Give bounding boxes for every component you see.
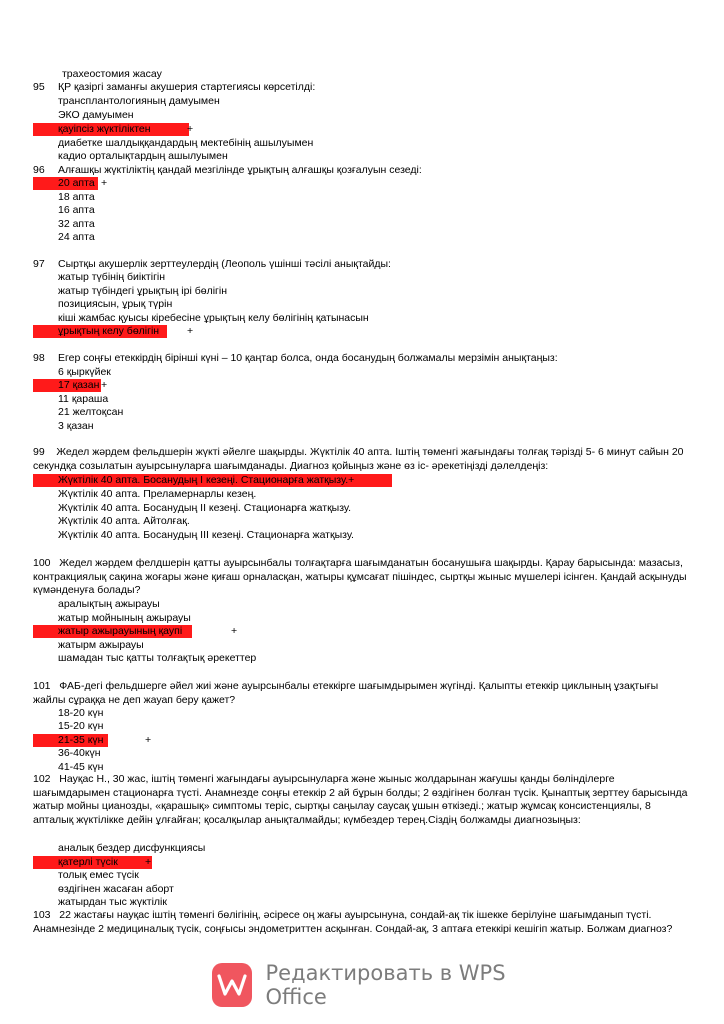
question-102-option-5: жатырдан тыс жүктілік xyxy=(58,896,167,908)
question-102 xyxy=(33,773,693,827)
question-98-correct-option: 17 қазан xyxy=(33,379,101,392)
question-101-correct-option: 21-35 күн xyxy=(33,734,108,747)
question-98-correct-mark: + xyxy=(101,379,108,391)
question-95-number: 95 xyxy=(33,81,45,93)
question-95-option-1: трансплантологияның дамуымен xyxy=(58,95,220,107)
question-101-text: ФАБ-дегі фельдшерге әйел жиі және ауырсынбалы етеккірге шағымдырымен жүгінді. Қалыпты етеккір циклының ұзақтығы жайлы сұраққа не деп жауап беру қажет? xyxy=(33,680,659,706)
question-100-text: Жедел жәрдем фелдшерін қатты ауырсынбалы толғақтарға шағымданатын босанушыға шақырды. Қарау барысында: мазасыз, контракциялық сақина жоғары және қиғаш орналасқан, жатыры құмсағат пішіндес, сыртқы жыныс мүшелері ісінген. Қандай асқынуды күмәнденуға болады? xyxy=(33,557,687,597)
wps-edit-banner[interactable] xyxy=(212,961,542,1009)
question-97-option-2: жатыр түбіндегі ұрықтың ірі бөлігін xyxy=(58,285,227,297)
question-95-option-5: кадио орталықтардың ашылуымен xyxy=(58,150,228,162)
question-101-correct-mark: + xyxy=(145,734,152,746)
question-102-option-3: толық емес түсік xyxy=(58,869,139,881)
question-101-number: 101 xyxy=(33,680,51,692)
question-98-option-3: 11 қараша xyxy=(58,393,109,405)
question-103-text: 22 жастағы науқас іштің төменгі бөлігінің, әсіресе оң жағы ауырсынуна, сондай-ақ тік ішекке берілуіне шағымданып түсті. Анамнезінде 2 медициналық түсік, соңғысы эндометриттен асқынған. Сондай-ақ, 3 аптаға етеккірі кешігіп жатыр. Болжам диагноз? xyxy=(33,909,673,935)
question-98-text: Егер соңғы етеккірдің бірінші күні – 10 қаңтар болса, онда босанудың болжамалы мерзімін анықтаңыз: xyxy=(58,352,558,364)
question-99-option-5: Жүктілік 40 апта. Босанудың ІІІ кезеңі. Стационарға жатқызу. xyxy=(58,529,354,541)
question-97-option-4: кіші жамбас қуысы кіребесіне ұрықтың келу бөлігінің қатынасын xyxy=(58,312,369,324)
question-99 xyxy=(33,446,693,473)
question-98-option-4: 21 желтоқсан xyxy=(58,406,124,418)
question-96-correct-option: 20 апта xyxy=(33,177,98,190)
question-95-correct-mark: + xyxy=(187,123,194,135)
question-97-correct-option: ұрықтың келу бөлігін xyxy=(33,325,167,338)
question-100-number: 100 xyxy=(33,557,51,569)
question-95-correct-option: қауіпсіз жүктіліктен xyxy=(33,123,189,136)
question-99-correct-option: Жүктілік 40 апта. Босанудың І кезеңі. Стационарға жатқызу.+ xyxy=(33,474,392,487)
question-101-option-4: 36-40күн xyxy=(58,747,101,759)
question-100 xyxy=(33,557,693,598)
question-100-correct-mark: + xyxy=(231,625,238,637)
question-100-option-1: аралықтың ажырауы xyxy=(58,598,160,610)
question-95-text: ҚР қазіргі заманғы акушерия стартегиясы көрсетілді: xyxy=(58,81,316,93)
question-97-correct-mark: + xyxy=(187,325,194,337)
question-102-text: Науқас Н., 30 жас, іштің төменгі жағындағы ауырсынуларға және жыныс жолдарынан жағушы қанды бөлінділерге шағымдарымен стационарға түсті. Анамнезде соңғы етеккір 2 ай бұрын болды; 2 өздігінен болған түсік. Қынаптық зерттеу барысында жатыр мойны цианозды, «қарашық» симптомы теріс, сыртқы саңылау саусақ ұшын өткізеді.; жатыр жұмсақ консистенциялы, 8 апталық жүктілікке дейін ұлғайған; қосалқылар анықталмайды; күмбездер терең.Сіздің болжамды диагнозыңыз: xyxy=(33,773,688,826)
prev-answer-tail: трахеостомия жасау xyxy=(62,68,162,80)
question-97-option-1: жатыр түбінің биіктігін xyxy=(58,271,166,283)
question-96-correct-mark: + xyxy=(101,177,108,189)
question-99-number: 99 xyxy=(33,446,45,458)
question-100-option-4: жатырм ажырауы xyxy=(58,639,144,651)
question-102-option-4: өздігінен жасаған аборт xyxy=(58,883,174,895)
question-100-option-2: жатыр мойнының ажырауы xyxy=(58,612,191,624)
question-97-text: Сыртқы акушерлік зерттеулердің (Леополь үшінші тәсілі анықтайды: xyxy=(58,258,391,270)
question-98-option-1: 6 қыркүйек xyxy=(58,366,111,378)
question-101 xyxy=(33,680,693,707)
question-98-number: 98 xyxy=(33,352,45,364)
question-96-text: Алғашқы жүктіліктің қандай мезгілінде ұрықтың алғашқы қозғалуын сезеді: xyxy=(58,164,422,176)
question-96-option-4: 32 апта xyxy=(58,218,95,230)
question-102-correct-mark: + xyxy=(145,856,152,868)
wps-edit-label[interactable]: Редактировать в WPS Office xyxy=(265,961,506,1009)
question-102-option-1: аналық бездер дисфункциясы xyxy=(58,842,206,854)
question-99-text: Жедел жәрдем фельдшерін жүкті әйелге шақырды. Жүктілік 40 апта. Іштің төменгі жағындағы толғақ тәрізді 5- 6 минут сайын 20 секундқа созылатын ауырсынуларға шағымданады. Диагноз қойыңыз және өз іс- әрекетіңізді дәлелдеңіз: xyxy=(33,446,684,472)
question-102-correct-option: қатерлі түсік xyxy=(33,856,152,869)
question-97-option-3: позициясын, ұрық түрін xyxy=(58,298,173,310)
question-96-option-5: 24 апта xyxy=(58,231,95,243)
question-99-option-2: Жүктілік 40 апта. Преламернарлы кезең. xyxy=(58,488,257,500)
question-102-number: 102 xyxy=(33,773,51,785)
question-99-option-3: Жүктілік 40 апта. Босанудың ІІ кезеңі. Стационарға жатқызу. xyxy=(58,502,352,514)
question-96-option-3: 16 апта xyxy=(58,204,95,216)
question-101-option-2: 15-20 күн xyxy=(58,720,104,732)
question-100-correct-option: жатыр ажырауының қаупі xyxy=(33,625,192,638)
question-98-option-5: 3 қазан xyxy=(58,420,94,432)
question-95-option-4: диабетке шалдыққандардың мектебінің ашылуымен xyxy=(58,137,314,149)
wps-w-glyph-icon xyxy=(217,973,247,997)
question-101-option-5: 41-45 күн xyxy=(58,761,104,773)
question-97-number: 97 xyxy=(33,258,45,270)
question-95-option-2: ЭКО дамуымен xyxy=(58,109,134,121)
question-96-number: 96 xyxy=(33,164,45,176)
question-103 xyxy=(33,909,693,936)
question-103-number: 103 xyxy=(33,909,51,921)
question-99-option-4: Жүктілік 40 апта. Айтолғақ. xyxy=(58,515,190,527)
wps-logo-icon xyxy=(212,963,252,1007)
question-101-option-1: 18-20 күн xyxy=(58,707,104,719)
question-100-option-5: шамадан тыс қатты толғақтық әрекеттер xyxy=(58,652,257,664)
question-96-option-2: 18 апта xyxy=(58,191,95,203)
